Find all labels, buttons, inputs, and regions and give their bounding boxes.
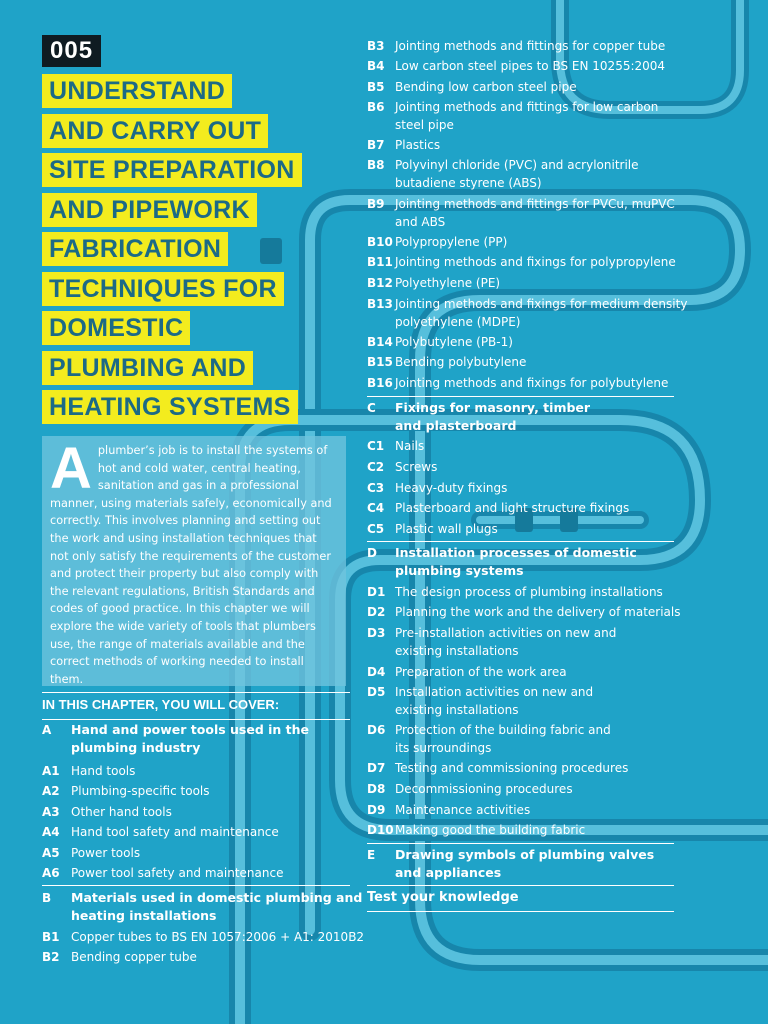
divider bbox=[42, 719, 350, 720]
item-text: Copper tubes to BS EN 1057:2006 + A1: 2010B2 bbox=[71, 930, 365, 944]
item-text: Jointing methods and fittings for low carbon steel pipe bbox=[395, 100, 659, 132]
item-code: B11 bbox=[367, 255, 393, 269]
cover-heading: IN THIS CHAPTER, YOU WILL COVER: bbox=[42, 697, 280, 712]
divider bbox=[367, 396, 674, 397]
item-text: Polyvinyl chloride (PVC) and acrylonitrile butadiene styrene (ABS) bbox=[395, 158, 639, 190]
item-code: A6 bbox=[42, 866, 60, 880]
item-text: Jointing methods and fixings for medium density polyethylene (MDPE) bbox=[395, 297, 688, 329]
item-text: Low carbon steel pipes to BS EN 10255:2004 bbox=[395, 59, 666, 73]
item-text: Plastic wall plugs bbox=[395, 522, 498, 536]
item-text: Nails bbox=[395, 439, 425, 453]
item-text: Polypropylene (PP) bbox=[395, 235, 508, 249]
item-text: Other hand tools bbox=[71, 805, 172, 819]
divider bbox=[367, 885, 674, 886]
item-text: Planning the work and the delivery of materials bbox=[395, 605, 681, 619]
item-text: Making good the building fabric bbox=[395, 823, 586, 837]
item-code: C1 bbox=[367, 439, 385, 453]
item-code: B4 bbox=[367, 59, 385, 73]
item-code: B1 bbox=[42, 930, 60, 944]
item-text: Hand tool safety and maintenance bbox=[71, 825, 279, 839]
item-text: Jointing methods and fixings for polybutylene bbox=[395, 376, 669, 390]
divider bbox=[367, 911, 674, 912]
item-text: Jointing methods and fittings for PVCu, muPVC and ABS bbox=[395, 197, 675, 229]
section-code: E bbox=[367, 848, 376, 862]
chapter-title-line: TECHNIQUES FOR bbox=[42, 272, 284, 306]
item-code: D2 bbox=[367, 605, 386, 619]
item-code: C5 bbox=[367, 522, 385, 536]
divider bbox=[42, 885, 350, 886]
divider bbox=[367, 843, 674, 844]
item-code: C3 bbox=[367, 481, 385, 495]
section-title: Fixings for masonry, timber and plasterboard bbox=[395, 400, 591, 433]
item-code: B12 bbox=[367, 276, 393, 290]
item-code: B14 bbox=[367, 335, 393, 349]
chapter-title-line: HEATING SYSTEMS bbox=[42, 390, 298, 424]
item-code: B16 bbox=[367, 376, 393, 390]
section-title: Installation processes of domestic plumbing systems bbox=[395, 545, 637, 578]
item-code: A5 bbox=[42, 846, 60, 860]
item-text: Plasterboard and light structure fixings bbox=[395, 501, 630, 515]
item-code: A1 bbox=[42, 764, 60, 778]
item-code: D1 bbox=[367, 585, 386, 599]
item-text: Polybutylene (PB-1) bbox=[395, 335, 513, 349]
item-text: Preparation of the work area bbox=[395, 665, 567, 679]
item-code: D4 bbox=[367, 665, 386, 679]
section-title: Materials used in domestic plumbing and heating installations bbox=[71, 890, 363, 923]
item-code: D10 bbox=[367, 823, 394, 837]
item-text: Power tools bbox=[71, 846, 141, 860]
item-code: B15 bbox=[367, 355, 393, 369]
item-code: C2 bbox=[367, 460, 385, 474]
chapter-title-line: PLUMBING AND bbox=[42, 351, 253, 385]
item-text: Polyethylene (PE) bbox=[395, 276, 501, 290]
item-code: A4 bbox=[42, 825, 60, 839]
section-title: Hand and power tools used in the plumbing industry bbox=[71, 722, 310, 755]
item-text: Jointing methods and fittings for copper tube bbox=[395, 39, 666, 53]
section-code: B bbox=[42, 891, 52, 905]
item-code: D7 bbox=[367, 761, 386, 775]
item-text: Pre-installation activities on new and existing installations bbox=[395, 626, 617, 658]
item-text: Jointing methods and fixings for polypropylene bbox=[395, 255, 676, 269]
divider bbox=[42, 692, 350, 693]
item-text: Maintenance activities bbox=[395, 803, 531, 817]
item-text: The design process of plumbing installations bbox=[395, 585, 663, 599]
item-code: B7 bbox=[367, 138, 385, 152]
intro-dropcap: A bbox=[50, 436, 92, 501]
divider bbox=[367, 541, 674, 542]
item-code: B10 bbox=[367, 235, 393, 249]
chapter-title-line: FABRICATION bbox=[42, 232, 228, 266]
item-code: B9 bbox=[367, 197, 385, 211]
chapter-title-line: AND CARRY OUT bbox=[42, 114, 268, 148]
intro-box bbox=[42, 436, 346, 686]
item-code: C4 bbox=[367, 501, 385, 515]
item-text: Power tool safety and maintenance bbox=[71, 866, 284, 880]
item-code: B13 bbox=[367, 297, 393, 311]
item-code: D9 bbox=[367, 803, 386, 817]
item-text: Heavy-duty fixings bbox=[395, 481, 508, 495]
item-code: A2 bbox=[42, 784, 60, 798]
item-text: Bending polybutylene bbox=[395, 355, 527, 369]
item-text: Protection of the building fabric and its surroundings bbox=[395, 723, 611, 755]
chapter-title-line: SITE PREPARATION bbox=[42, 153, 302, 187]
test-your-knowledge: Test your knowledge bbox=[367, 890, 519, 905]
item-code: D8 bbox=[367, 782, 386, 796]
item-code: B8 bbox=[367, 158, 385, 172]
chapter-title-line: AND PIPEWORK bbox=[42, 193, 257, 227]
item-text: Installation activities on new and existing installations bbox=[395, 685, 594, 717]
item-code: D5 bbox=[367, 685, 386, 699]
item-code: B5 bbox=[367, 80, 385, 94]
item-text: Decommissioning procedures bbox=[395, 782, 573, 796]
item-code: B3 bbox=[367, 39, 385, 53]
chapter-title-line: DOMESTIC bbox=[42, 311, 190, 345]
item-text: Hand tools bbox=[71, 764, 136, 778]
intro-text: plumber’s job is to install the systems of hot and cold water, central heating, sanitation and gas in a professional manner, using materials safely, economically and correctly. This involves planning and setting out the work and using installation techniques that not only satisfy the requirements of the customer and protect their property but also comply with the relevant regulations, British Standards and codes of good practice. In this chapter we will explore the wide variety of tools that plumbers use, the range of materials available and the correct methods of working needed to install them. bbox=[50, 444, 332, 686]
section-code: C bbox=[367, 401, 376, 415]
section-code: D bbox=[367, 546, 377, 560]
item-code: A3 bbox=[42, 805, 60, 819]
item-code: D3 bbox=[367, 626, 386, 640]
chapter-number: 005 bbox=[42, 35, 101, 67]
section-code: A bbox=[42, 723, 52, 737]
chapter-title-line: UNDERSTAND bbox=[42, 74, 232, 108]
section-title: Drawing symbols of plumbing valves and appliances bbox=[395, 847, 655, 880]
item-code: B6 bbox=[367, 100, 385, 114]
item-text: Plastics bbox=[395, 138, 441, 152]
item-code: B2 bbox=[42, 950, 60, 964]
item-text: Screws bbox=[395, 460, 438, 474]
item-text: Plumbing-specific tools bbox=[71, 784, 210, 798]
item-text: Testing and commissioning procedures bbox=[395, 761, 629, 775]
item-code: D6 bbox=[367, 723, 386, 737]
item-text: Bending low carbon steel pipe bbox=[395, 80, 577, 94]
item-text: Bending copper tube bbox=[71, 950, 197, 964]
